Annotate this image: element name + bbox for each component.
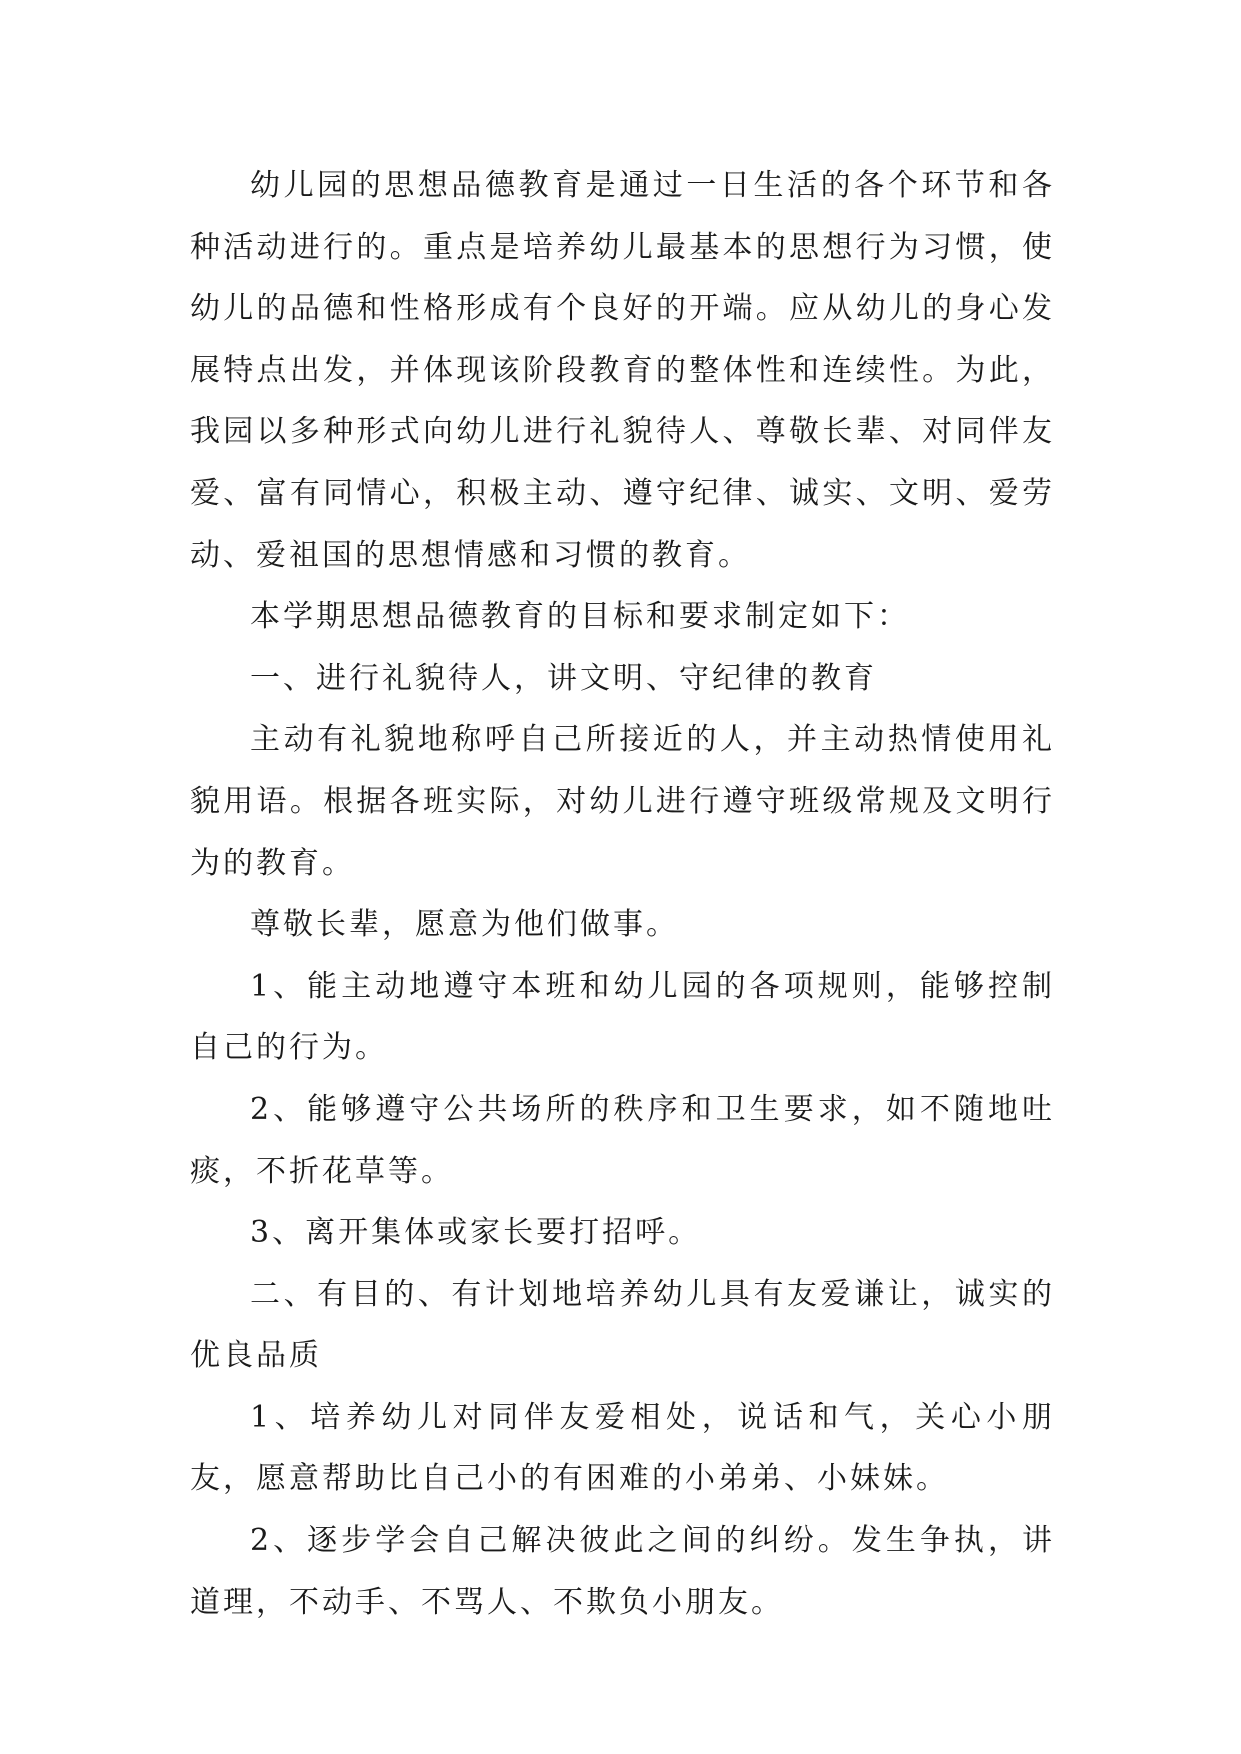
section-heading-1: 一、进行礼貌待人，讲文明、守纪律的教育	[250, 660, 877, 696]
section-2-list-item: 1、培养幼儿对同伴友爱相处，说话和气，关心小朋友，愿意帮助比自己小的有困难的小弟弟、小妹妹。	[190, 1399, 1055, 1497]
section-heading-2: 二、有目的、有计划地培养幼儿具有友爱谦让，诚实的优良品质	[190, 1276, 1055, 1374]
section-1-list-item: 2、能够遵守公共场所的秩序和卫生要求，如不随地吐痰，不折花草等。	[190, 1091, 1055, 1189]
document-body	[190, 155, 1055, 1633]
section-1-list-item: 3、离开集体或家长要打招呼。	[250, 1215, 702, 1251]
section-1-paragraph: 主动有礼貌地称呼自己所接近的人，并主动热情使用礼貌用语。根据各班实际，对幼儿进行遵守班级常规及文明行为的教育。	[190, 722, 1055, 881]
intro-paragraph: 幼儿园的思想品德教育是通过一日生活的各个环节和各种活动进行的。重点是培养幼儿最基本的思想行为习惯，使幼儿的品德和性格形成有个良好的开端。应从幼儿的身心发展特点出发，并体现该阶段教育的整体性和连续性。为此，我园以多种形式向幼儿进行礼貌待人、尊敬长辈、对同伴友爱、富有同情心，积极主动、遵守纪律、诚实、文明、爱劳动、爱祖国的思想情感和习惯的教育。	[190, 168, 1055, 573]
goals-intro-paragraph: 本学期思想品德教育的目标和要求制定如下：	[250, 599, 910, 635]
section-1-list-item: 1、能主动地遵守本班和幼儿园的各项规则，能够控制自己的行为。	[190, 968, 1055, 1066]
section-2-list-item: 2、逐步学会自己解决彼此之间的纠纷。发生争执，讲道理，不动手、不骂人、不欺负小朋友。	[190, 1523, 1055, 1620]
section-1-paragraph: 尊敬长辈，愿意为他们做事。	[250, 907, 679, 943]
